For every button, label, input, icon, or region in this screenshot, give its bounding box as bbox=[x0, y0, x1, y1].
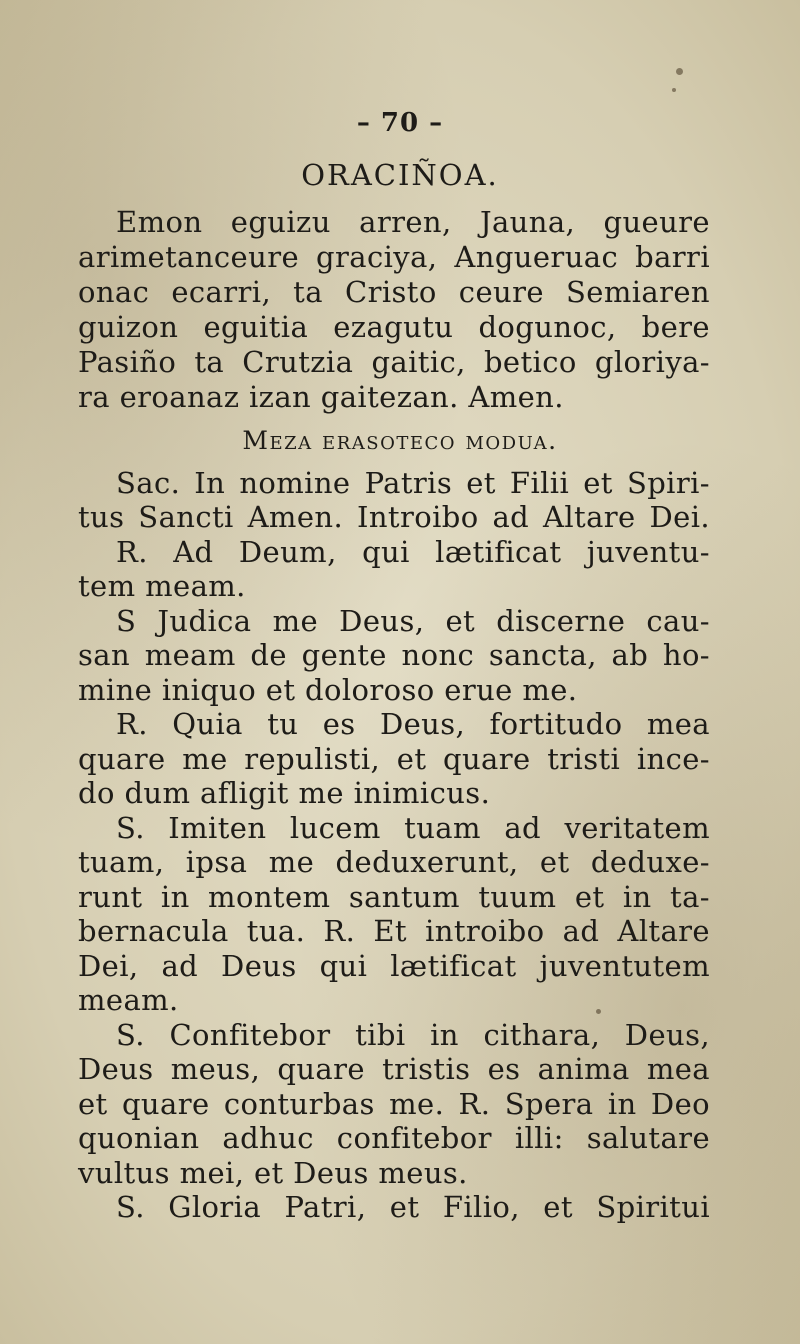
mass-line: vultus mei, et Deus meus. bbox=[78, 1156, 468, 1190]
mass-line: S. Imiten lucem tuam ad veritatem bbox=[116, 811, 710, 845]
mass-line: meam. bbox=[78, 983, 179, 1017]
mass-line: mine iniquo et doloroso erue me. bbox=[78, 673, 578, 707]
mass-line: Dei, ad Deus qui lætificat juventutem bbox=[78, 949, 710, 983]
mass-line: Sac. In nomine Patris et Filii et Spiri- bbox=[116, 466, 710, 500]
mass-line: S Judica me Deus, et discerne cau- bbox=[116, 604, 710, 638]
mass-line: quonian adhuc confitebor illi: salutare bbox=[78, 1121, 710, 1155]
prayer-line: Pasiño ta Crutzia gaitic, betico gloriya- bbox=[78, 345, 710, 379]
prayer-line: ra eroanaz izan gaitezan. Amen. bbox=[78, 380, 564, 414]
mass-line: Deus meus, quare tristis es anima mea bbox=[78, 1052, 710, 1086]
mass-line: R. Quia tu es Deus, fortitudo mea bbox=[116, 707, 710, 741]
prayer-line: Emon eguizu arren, Jauna, gueure bbox=[116, 205, 710, 239]
mass-line: quare me repulisti, et quare tristi ince- bbox=[78, 742, 710, 776]
mass-line: tus Sancti Amen. Introibo ad Altare Dei. bbox=[78, 500, 710, 534]
mass-line: do dum afligit me inimicus. bbox=[78, 776, 491, 810]
page-number: – 70 – bbox=[356, 108, 444, 138]
ink-spot bbox=[676, 68, 683, 75]
mass-line: bernacula tua. R. Et introibo ad Altare bbox=[78, 914, 710, 948]
mass-section-heading: Meza erasoteco modua. bbox=[242, 426, 558, 455]
mass-line: et quare conturbas me. R. Spera in Deo bbox=[78, 1087, 710, 1121]
prayer-heading: ORACIÑOA. bbox=[301, 158, 499, 192]
mass-line: runt in montem santum tuum et in ta- bbox=[78, 880, 710, 914]
prayer-line: onac ecarri, ta Cristo ceure Semiaren bbox=[78, 275, 710, 309]
mass-line: S. Confitebor tibi in cithara, Deus, bbox=[116, 1018, 710, 1052]
mass-line: S. Gloria Patri, et Filio, et Spiritui bbox=[116, 1190, 710, 1224]
mass-line: san meam de gente nonc sancta, ab ho- bbox=[78, 638, 710, 672]
prayer-line: arimetanceure graciya, Angueruac barri bbox=[78, 240, 710, 274]
prayer-line: guizon eguitia ezagutu dogunoc, bere bbox=[78, 310, 710, 344]
mass-line: R. Ad Deum, qui lætificat juventu- bbox=[116, 535, 710, 569]
mass-line: tuam, ipsa me deduxerunt, et deduxe- bbox=[78, 845, 710, 879]
ink-spot bbox=[672, 88, 676, 92]
mass-line: tem meam. bbox=[78, 569, 246, 603]
